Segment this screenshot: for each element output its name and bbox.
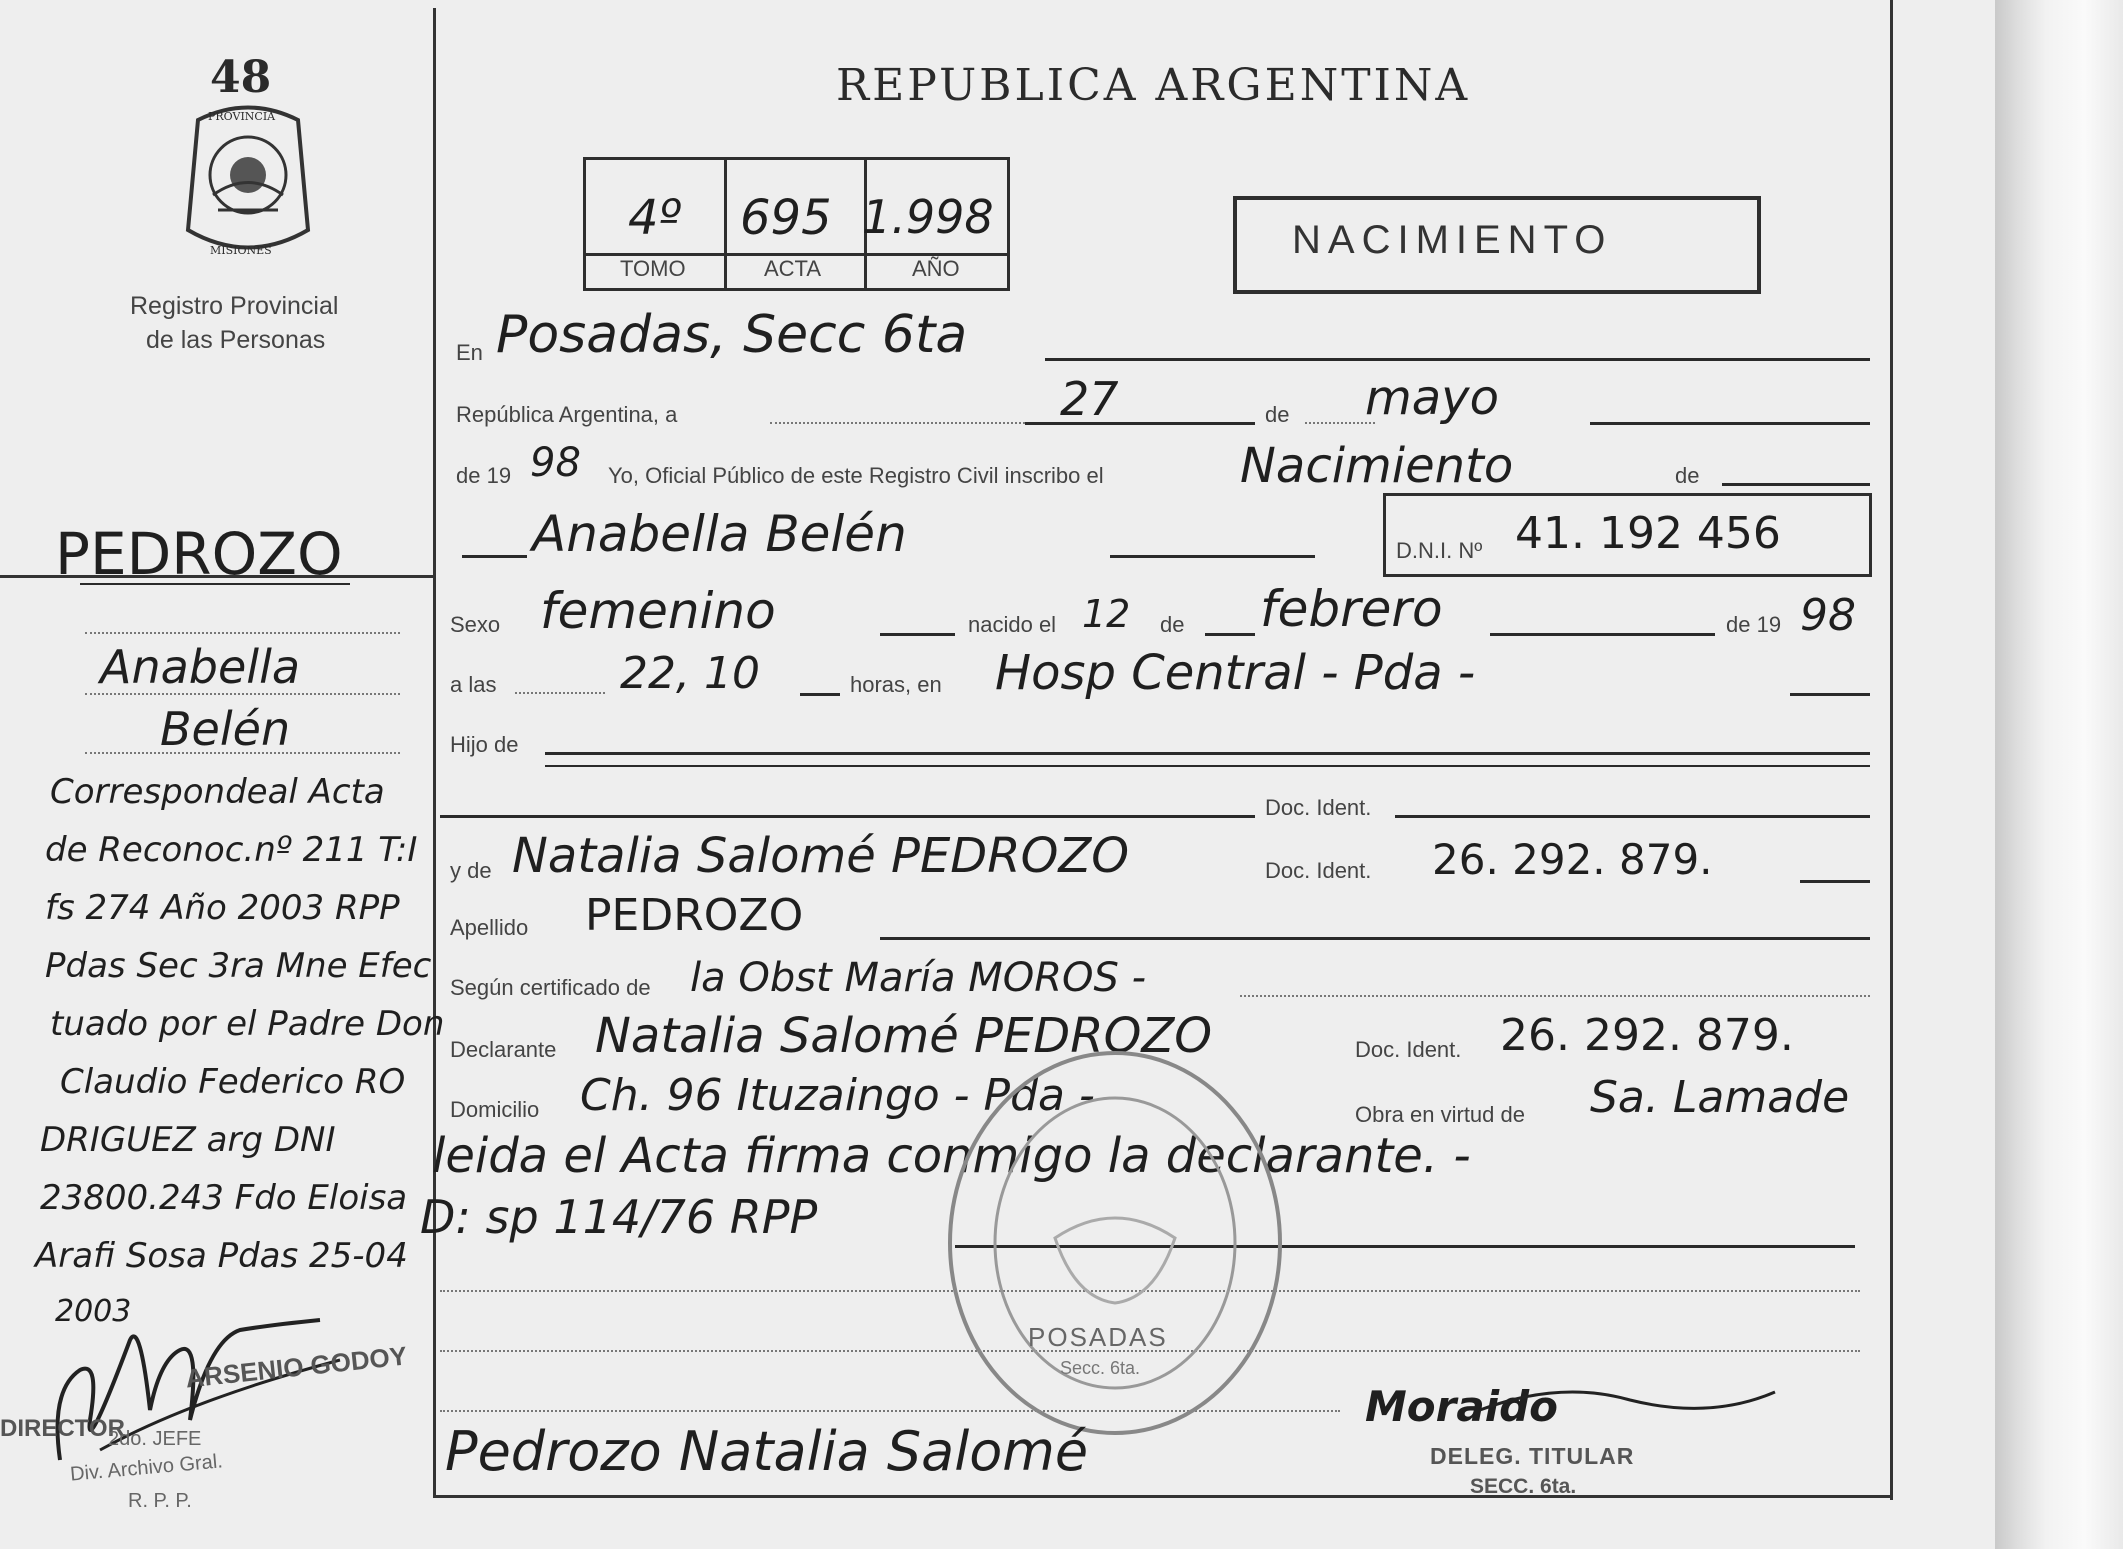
dots [515, 692, 605, 694]
margin-note-line: Pdas Sec 3ra Mne Efec [45, 946, 432, 986]
tomo-value: 4º [628, 190, 682, 246]
apellido-label: Apellido [450, 915, 529, 940]
margin-dots [85, 752, 400, 754]
right-border [1890, 0, 1893, 1500]
anio-value: 1.998 [862, 190, 994, 244]
margin-note-line: fs 274 Año 2003 RPP [45, 888, 400, 928]
margin-stamp-title: DIRECTOR [0, 1415, 125, 1442]
birth-month: febrero [1260, 580, 1443, 638]
apellido-value: PEDROZO [585, 890, 804, 941]
declarante-value: Natalia Salomé PEDROZO [595, 1008, 1213, 1064]
official-stamp-title: DELEG. TITULAR [1430, 1443, 1635, 1469]
yo-label: Yo, Oficial Público de este Registro Civil inscribo el [608, 463, 1104, 488]
name-line-right [1110, 555, 1315, 558]
margin-note-line: 23800.243 Fdo Eloisa [40, 1178, 408, 1218]
segun-value: la Obst María MOROS - [690, 955, 1147, 1001]
en-line [1045, 358, 1870, 361]
margin-stamp-rank: 2do. JEFE [108, 1428, 202, 1450]
hijo-line-2 [545, 765, 1870, 767]
sexo-value: femenino [540, 582, 776, 640]
nacido-label: nacido el [968, 612, 1057, 637]
month-line [1590, 422, 1870, 425]
de-label: de [1265, 402, 1290, 427]
birth-year: 98 [1800, 590, 1856, 641]
day-line [1025, 422, 1255, 425]
round-stamp-city: POSADAS [1028, 1322, 1168, 1352]
round-stamp-secc: Secc. 6ta. [1060, 1358, 1141, 1378]
segun-label: Según certificado de [450, 975, 651, 1000]
margin-surname-underline [80, 583, 350, 585]
official-signature: Moraido [1365, 1382, 1559, 1431]
doc-type: NACIMIENTO [1292, 218, 1613, 262]
bottom-border [433, 1495, 1893, 1498]
margin-dots [85, 632, 400, 634]
acta-value: 695 [740, 190, 832, 246]
hijo-line [545, 752, 1870, 755]
obra-value: Sa. Lamade [1590, 1072, 1850, 1123]
margin-surname: PEDROZO [55, 520, 343, 588]
hour-line [800, 693, 840, 696]
margin-note-line: Correspondeal Acta [50, 772, 385, 812]
margin-dots [85, 693, 400, 695]
acta-label: ACTA [764, 256, 822, 281]
continuation-line2: D: sp 114/76 RPP [420, 1190, 818, 1244]
margin-stamp-name: ARSENIO GODOY [183, 1340, 409, 1394]
declarante-label: Declarante [450, 1037, 557, 1062]
seal-text-bottom: MISIONES [210, 244, 272, 257]
month-value: mayo [1365, 370, 1499, 426]
margin-given2: Belén [160, 702, 291, 756]
margin-stamp-rpp: R. P. P. [128, 1490, 192, 1512]
margin-given1: Anabella [100, 640, 301, 694]
place-line [1790, 693, 1870, 696]
de2-label: de [1675, 463, 1700, 488]
birth-month-line [1490, 633, 1715, 636]
margin-stamp-division: Div. Archivo Gral. [69, 1450, 224, 1486]
province-seal [178, 100, 318, 260]
en-label: En [456, 340, 483, 365]
docident2-label: Doc. Ident. [1265, 858, 1372, 883]
registry-line2: de las Personas [146, 326, 326, 354]
anio-label: AÑO [912, 256, 960, 281]
name-line-left [462, 555, 527, 558]
sexo-label: Sexo [450, 612, 501, 637]
domicilio-label: Domicilio [450, 1097, 540, 1122]
seal-text-top: PROVINCIA [208, 110, 276, 123]
yde-label: y de [450, 858, 492, 883]
day-value: 27 [1060, 372, 1119, 426]
dni-value: 41. 192 456 [1515, 508, 1781, 559]
dots [1240, 995, 1870, 997]
father-line [440, 815, 1255, 818]
mother-doc-line [1800, 880, 1870, 883]
de3-line [1205, 633, 1255, 636]
official-stamp-secc: SECC. 6ta. [1470, 1475, 1577, 1498]
docident3-label: Doc. Ident. [1355, 1037, 1462, 1062]
de19-label: de 19 [1726, 612, 1782, 637]
apellido-line [880, 937, 1870, 940]
official-signature-stroke [1480, 1370, 1780, 1440]
mother-value: Natalia Salomé PEDROZO [512, 828, 1130, 884]
margin-note-line: Claudio Federico RO [60, 1062, 406, 1102]
page-number: 48 [210, 52, 272, 103]
country-title: REPUBLICA ARGENTINA [836, 60, 1471, 111]
year-prefix: de 19 [456, 463, 512, 488]
docident-label: Doc. Ident. [1265, 795, 1372, 820]
round-stamp [945, 1048, 1285, 1438]
de2-line [1722, 483, 1870, 486]
en-value: Posadas, Secc 6ta [496, 305, 968, 365]
place-value: Hosp Central - Pda - [995, 645, 1476, 701]
margin-divider [433, 8, 436, 1498]
hour-value: 22, 10 [620, 648, 760, 699]
registry-line1: Registro Provincial [130, 292, 339, 320]
sexo-line [880, 633, 955, 636]
hijo-label: Hijo de [450, 732, 519, 757]
margin-note-line: Arafi Sosa Pdas 25-04 [35, 1236, 408, 1276]
continuation-line1: leida el Acta firma conmigo la declarante. - [432, 1128, 1471, 1184]
margin-note-line: de Reconoc.nº 211 T:I [45, 830, 418, 870]
horas-label: horas, en [850, 672, 942, 697]
declarant-signature: Pedrozo Natalia Salomé [445, 1420, 1089, 1483]
page-edge-shadow [1995, 0, 2123, 1549]
domicilio-value: Ch. 96 Ituzaingo - Pda - [580, 1070, 1095, 1121]
birth-day: 12 [1082, 592, 1131, 636]
margin-note-line: 2003 [55, 1294, 132, 1329]
margin-note-line: tuado por el Padre Don [50, 1004, 445, 1044]
mother-doc: 26. 292. 879. [1432, 835, 1713, 884]
declarante-doc: 26. 292. 879. [1500, 1010, 1794, 1061]
obra-label: Obra en virtud de [1355, 1102, 1525, 1127]
year-value: 98 [530, 440, 581, 486]
father-doc-line [1395, 815, 1870, 818]
name-value: Anabella Belén [532, 505, 907, 563]
tomo-label: TOMO [620, 256, 686, 281]
margin-note-line: DRIGUEZ arg DNI [40, 1120, 336, 1160]
inscribo-value: Nacimiento [1240, 438, 1514, 494]
de3-label: de [1160, 612, 1185, 637]
dots [770, 422, 1025, 424]
rep-label: República Argentina, a [456, 402, 678, 427]
dni-label: D.N.I. Nº [1396, 538, 1483, 563]
alas-label: a las [450, 672, 497, 697]
